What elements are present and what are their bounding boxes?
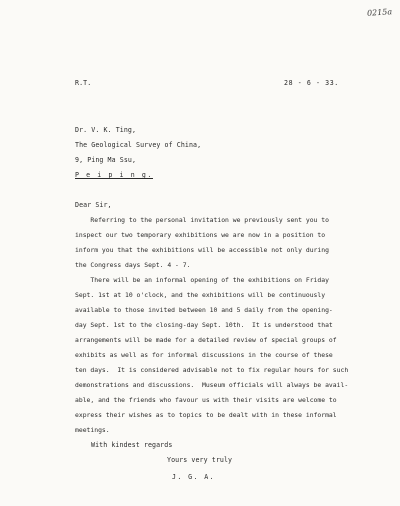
- paragraph-2-line: meetings.: [75, 426, 110, 434]
- header-initials: R.T.: [75, 79, 92, 87]
- paragraph-2-line: day Sept. 1st to the closing-day Sept. 10th. It is understood that: [75, 321, 333, 329]
- salutation: Dear Sir,: [75, 201, 112, 209]
- paragraph-1-line: Referring to the personal invitation we previously sent you to: [75, 216, 329, 224]
- paragraph-2-line: There will be an informal opening of the exhibitions on Friday: [75, 276, 329, 284]
- paragraph-2-line: express their wishes as to topics to be dealt with in these informal: [75, 411, 337, 419]
- address-line-name: Dr. V. K. Ting,: [75, 126, 137, 134]
- address-line-city: P e i p i n g.: [75, 171, 153, 179]
- header-date: 28 - 6 - 33.: [284, 79, 339, 87]
- closing: With kindest regards: [91, 441, 173, 449]
- address-line-street: 9, Ping Ma Ssu,: [75, 156, 137, 164]
- paragraph-2-line: able, and the friends who favour us with their visits are welcome to: [75, 396, 337, 404]
- paragraph-2-line: demonstrations and discussions. Museum officials will always be avail-: [75, 381, 349, 389]
- paragraph-1-line: inform you that the exhibitions will be accessible not only during: [75, 246, 329, 254]
- archive-annotation: 0215a: [366, 7, 393, 18]
- paragraph-2-line: Sept. 1st at 10 o'clock, and the exhibitions will be continuously: [75, 291, 326, 299]
- address-line-org: The Geological Survey of China,: [75, 141, 202, 149]
- signature: J. G. A.: [172, 473, 215, 481]
- paragraph-1-line: the Congress days Sept. 4 - 7.: [75, 261, 191, 269]
- signoff: Yours very truly: [167, 456, 233, 464]
- paragraph-2-line: exhibits as well as for informal discussions in the course of these: [75, 351, 333, 359]
- paragraph-2-line: ten days. It is considered advisable not to fix regular hours for such: [75, 366, 349, 374]
- paragraph-2-line: arrangements will be made for a detailed review of special groups of: [75, 336, 337, 344]
- paragraph-1-line: inspect our two temporary exhibitions we are now in a position to: [75, 231, 326, 239]
- paragraph-2-line: available to those invited between 10 and 5 daily from the opening-: [75, 306, 333, 314]
